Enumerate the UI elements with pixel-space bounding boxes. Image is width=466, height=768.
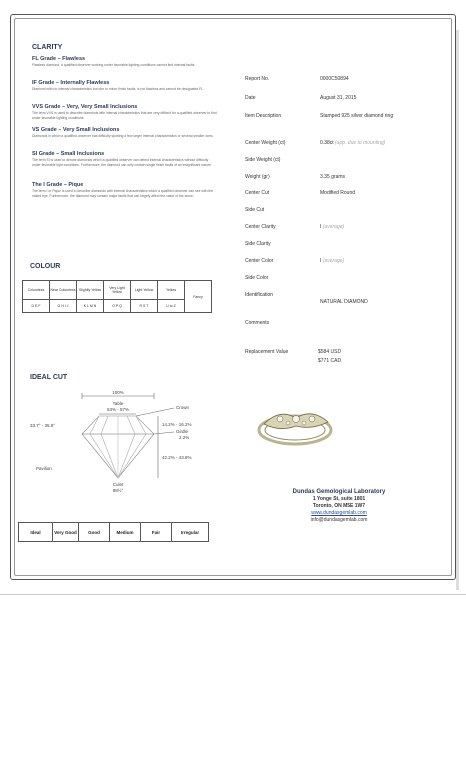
report-label: Side Color: [245, 275, 269, 281]
identification-value: NATURAL DIAMOND: [320, 299, 368, 305]
report-label: Report No.: [245, 76, 270, 82]
center-weight: 0.38ct: [320, 140, 334, 146]
clarity-title: CLARITY: [32, 44, 63, 51]
colour-header: Very Light Yellow: [104, 281, 131, 300]
colour-letters: O P Q: [104, 300, 131, 313]
center-clarity-note: (average): [322, 224, 345, 230]
lab-contact: [254, 488, 424, 524]
crown-height-label: 14.2% - 16.2%: [162, 422, 192, 427]
ring-stone: [286, 421, 290, 425]
girdle-leader: [154, 432, 174, 434]
table-label: Table: [112, 401, 124, 406]
center-cut: Modified Round: [320, 190, 356, 196]
colour-header: Light Yellow: [131, 281, 158, 300]
colour-letters: G H I J: [50, 300, 77, 313]
ring-stone: [302, 421, 306, 425]
report-label: Side Cut: [245, 207, 265, 213]
report-value: [320, 95, 356, 101]
report-value: [320, 224, 344, 230]
clarity-grade-vs: [32, 127, 217, 139]
cut-grade-cell: Very Good: [53, 523, 79, 542]
clarity-heading: FL Grade – Flawless: [32, 56, 86, 62]
report-label: Center Weight (ct): [245, 140, 286, 146]
center-weight-note: (app. due to mounting): [335, 140, 386, 146]
culet-label: Culet: [112, 482, 124, 487]
center-color-note: (average): [322, 258, 345, 264]
culet-pct-label: 98½°: [112, 488, 124, 493]
crown-leader: [136, 408, 174, 416]
colour-letters: U to Z: [158, 300, 185, 313]
colour-letters: R S T: [131, 300, 158, 313]
report-label: Replacement Value: [245, 349, 289, 355]
ring-stone: [293, 416, 300, 423]
clarity-body: Diamonds in which a qualified observer has difficulty spotting a few larger internal characteristics or several smaller ones.: [32, 134, 214, 138]
report-value: [320, 190, 355, 196]
colour-letters: K L M N: [77, 300, 104, 313]
report-label: Side Clarity: [245, 241, 271, 247]
report-label: Center Color: [245, 258, 274, 264]
clarity-heading: The I Grade – Pique: [32, 182, 84, 188]
colour-header-fancy: Fancy: [185, 281, 212, 313]
report-value: [320, 140, 385, 146]
center-clarity: I: [320, 224, 322, 230]
cut-grade-cell: Good: [79, 523, 110, 542]
clarity-body: The term I or Pique is used to describe diamonds with internal characteristics which a qualified observer can see with the naked eye. Furthermore, the diamond may contain major faults that can largely affect the value of the stone.: [32, 189, 214, 198]
report-label: Identification: [245, 292, 274, 298]
lab-website-link[interactable]: www.dundasgemlab.com: [311, 510, 367, 516]
lab-address-line2: Toronto, ON M5E 1W7: [312, 503, 366, 509]
report-label: Center Cut: [245, 190, 270, 196]
report-value: [320, 258, 344, 264]
crown-angle-label: 33.7° - 35.8°: [30, 423, 56, 428]
clarity-heading: VS Grade – Very Small Inclusions: [32, 127, 120, 133]
scan-edge-shadow: [456, 30, 459, 590]
report-label: Center Clarity: [245, 224, 276, 230]
clarity-body: The term SI is used to denote diamonds which a qualified observer can detect internal characteristics without difficulty under favorable light conditions. Furthermore, the diamond can only contain single finish faults of an insignificant nature.: [32, 158, 212, 167]
item-description: Stamped 925 silver diamond ring: [320, 113, 394, 119]
colour-title: COLOUR: [30, 263, 61, 270]
clarity-grade-fl: [32, 56, 217, 68]
colour-letters: D E F: [23, 300, 50, 313]
girdle-pct-label: 2.2%: [179, 435, 190, 440]
clarity-body: Diamond with no internal characteristics but due to minor finish faults, is not flawless and cannot be designated FL.: [32, 87, 205, 91]
clarity-body: Flawless diamond, a qualified observer working under favorable lighting conditions cannot find internal faults.: [32, 63, 196, 67]
pavilion-depth-label: 42.2% - 43.8%: [162, 455, 192, 460]
colour-scale-table: [22, 280, 212, 313]
clarity-grade-pique: [32, 182, 217, 199]
page-divider: [0, 594, 466, 595]
ring-stone: [277, 416, 283, 422]
clarity-heading: VVS Grade – Very, Very Small Inclusions: [32, 104, 138, 110]
ideal-cut-title: IDEAL CUT: [30, 374, 68, 381]
colour-header: Yellow: [158, 281, 185, 300]
report-date: August 31, 2015: [320, 95, 357, 101]
clarity-grade-if: [32, 80, 217, 92]
diamond-cut-diagram: [24, 386, 244, 516]
girdle-label: Girdle: [176, 429, 189, 434]
report-label: Date: [245, 95, 256, 101]
report-value: [320, 76, 349, 82]
weight-grams: 3.35 grams: [320, 174, 346, 180]
replacement-usd: $584 USD: [318, 349, 342, 355]
cut-grade-cell: Irregular: [172, 523, 209, 542]
ring-stone: [309, 416, 315, 422]
pavilion-label: Pavilion: [36, 466, 52, 471]
width-label: 100%: [112, 390, 124, 395]
lab-email[interactable]: info@dundasgemlab.com: [310, 517, 368, 523]
table-range-label: 53% - 57%: [106, 407, 130, 412]
lab-name: Dundas Gemological Laboratory: [292, 489, 386, 495]
cut-grade-cell: Ideal: [19, 523, 53, 542]
clarity-grade-si: [32, 151, 217, 168]
report-label: Side Weight (ct): [245, 157, 281, 163]
report-value: [320, 113, 393, 119]
crown-label: Crown: [176, 405, 190, 410]
ring-photo: [250, 400, 340, 455]
report-label: Comments: [245, 320, 270, 326]
report-label: Weight (gr): [245, 174, 270, 180]
clarity-grade-vvs: [32, 104, 217, 121]
colour-header: Near Colourless: [50, 281, 77, 300]
report-number: 0000C50894: [320, 76, 349, 82]
colour-header: Slightly Yellow: [77, 281, 104, 300]
report-value: [320, 174, 345, 180]
report-label: Item Description: [245, 113, 282, 119]
cut-grade-cell: Fair: [141, 523, 172, 542]
clarity-heading: SI Grade – Small Inclusions: [32, 151, 105, 157]
clarity-heading: IF Grade – Internally Flawless: [32, 80, 110, 86]
cut-grade-cell: Medium: [110, 523, 141, 542]
cut-grade-table: [18, 522, 209, 542]
lab-address-line1: 1 Yonge St, suite 1801: [312, 496, 366, 502]
center-color: I: [320, 258, 322, 264]
clarity-body: The term VVS is used to describe diamonds with internal characteristics that are very difficult for a qualified observer to find under favorable lighting conditions.: [32, 111, 217, 120]
replacement-cad: $771 CAD: [318, 358, 342, 364]
colour-header: Colourless: [23, 281, 50, 300]
